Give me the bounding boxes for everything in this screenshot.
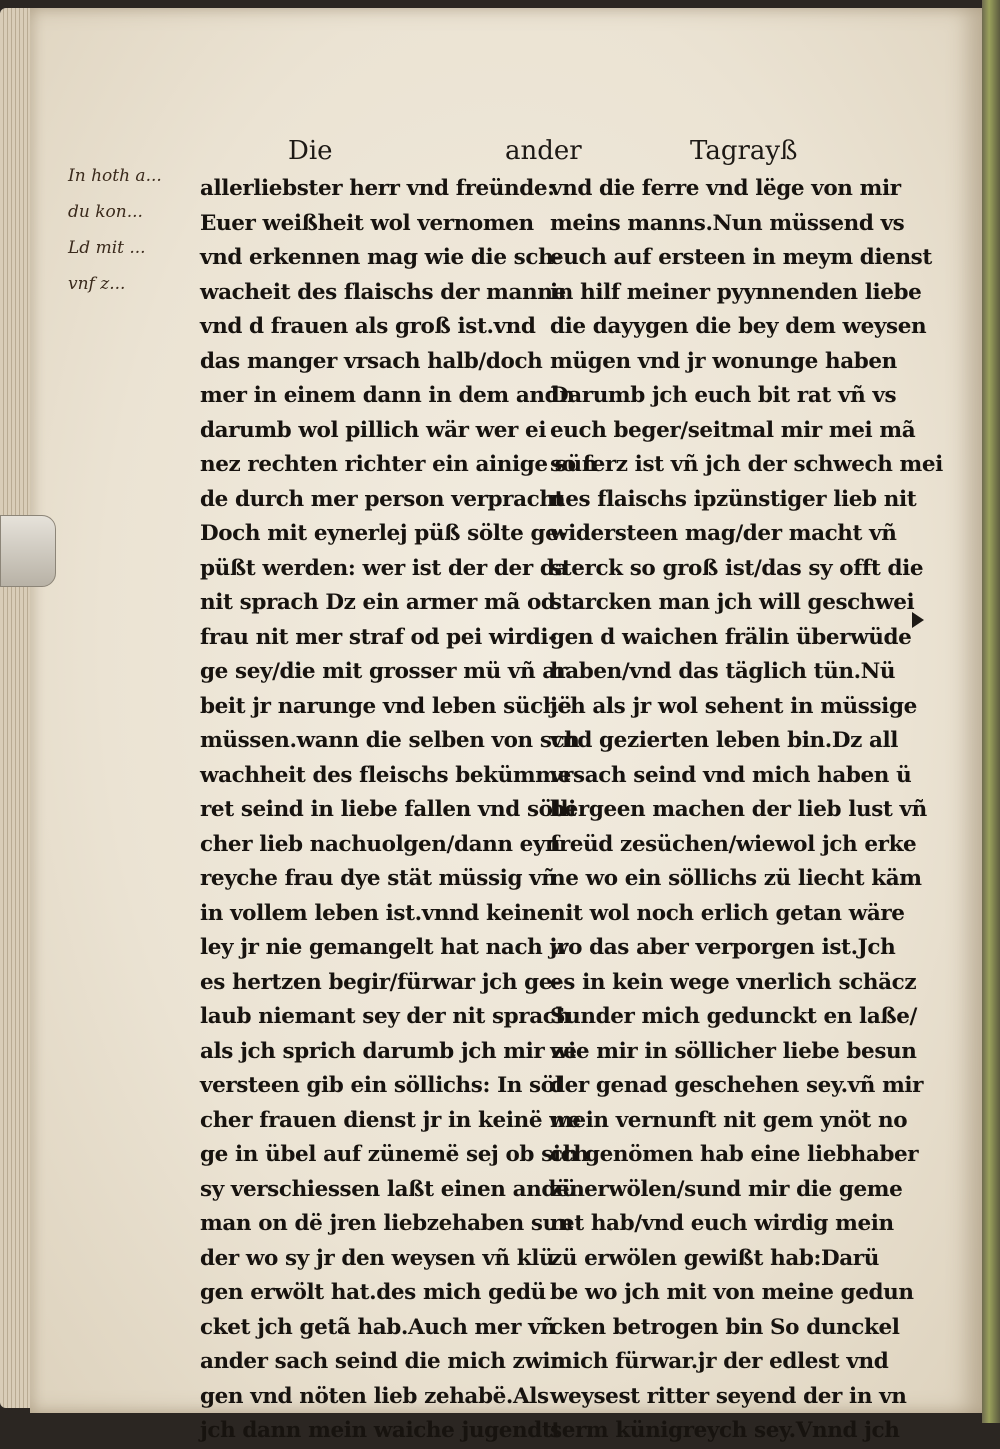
text-line: freüd zesüchen/wiewol jch erke [550, 831, 917, 857]
text-line: gen vnd nöten lieb zehabë.Als [200, 1383, 549, 1409]
margin-pointer-mark [912, 612, 924, 628]
text-line: allerliebster herr vnd freünde: [200, 176, 555, 201]
text-line: vnd gezierten leben bin.Dz all [550, 728, 899, 753]
text-line: ge in übel auf zünemë sej ob sich [200, 1142, 589, 1167]
text-line: vnd die ferre vnd lëge von mir [550, 176, 901, 201]
text-line: starcken man jch will geschwei [550, 590, 915, 615]
text-line: sterck so groß ist/das sy offt die [550, 555, 924, 581]
text-line: meins manns.Nun müssend vs [550, 210, 905, 236]
text-line: der wo sy jr den weysen vñ klü [200, 1245, 555, 1271]
text-column-right [550, 172, 943, 1449]
text-line: als jch sprich darumb jch mir ze [200, 1038, 577, 1064]
text-line: nit sprach Dz ein armer mã od [200, 590, 556, 615]
text-line: wo das aber verporgen ist.Jch [550, 935, 896, 960]
text-line: euch auf ersteen in meym dienst [550, 245, 932, 270]
text-line: in hilf meiner pyynnenden liebe [550, 279, 922, 305]
text-line: Sunder mich gedunckt en laße/ [550, 1004, 918, 1029]
marginalia-line: du kon... [68, 202, 143, 222]
text-line: ret seind in liebe fallen vnd sölli [200, 797, 576, 822]
text-line: reyche frau dye stät müssig vñ [200, 866, 557, 891]
text-line: es hertzen begir/fürwar jch ge- [200, 969, 561, 995]
text-line: cket jch getã hab.Auch mer vñ [200, 1314, 556, 1340]
text-line: nes flaischs ipzünstiger lieb nit [550, 486, 917, 512]
text-line: ret hab/vnd euch wirdig mein [550, 1211, 894, 1236]
page-edge-right [982, 0, 1000, 1423]
text-line: jch dann mein waiche jugendtt [200, 1418, 561, 1443]
text-line: vnd d frauen als groß ist.vnd [200, 314, 536, 339]
text-line: zü erwölen/sund mir die geme [550, 1176, 903, 1202]
text-line: de durch mer person verpracht [200, 486, 565, 512]
text-line: cher lieb nachuolgen/dann eyn [200, 831, 561, 857]
marginalia-line: Ld mit ... [68, 238, 146, 258]
text-line: wacheit des flaischs der manne [200, 279, 566, 305]
text-line: wachheit des fleischs bekümme [200, 762, 571, 788]
text-line: ander sach seind die mich zwin [200, 1349, 566, 1374]
text-line: Euer weißheit wol vernomen [200, 210, 534, 236]
text-line: ne wo ein söllichs zü liecht käm [550, 866, 922, 891]
text-line: laub niemant sey der nit sprach [200, 1004, 571, 1029]
text-line: euch beger/seitmal mir mei mã [550, 417, 916, 443]
text-line: cher frauen dienst jr in keinë we [200, 1107, 581, 1133]
text-line: be wo jch mit von meine gedun [550, 1280, 914, 1305]
text-line: frau nit mer straf od pei wirdi- [200, 624, 557, 650]
text-line: das manger vrsach halb/doch [200, 348, 543, 374]
text-line: es in kein wege vnerlich schäcz [550, 969, 917, 995]
text-line: Darumb jch euch bit rat vñ vs [550, 383, 897, 408]
text-line: vnd erkennen mag wie die sch- [200, 245, 562, 270]
text-line: darumb wol pillich wär wer ei [200, 417, 547, 443]
header-right: Tagrayß [690, 136, 798, 166]
text-line: püßt werden: wer ist der der da [200, 555, 568, 581]
text-line: ge sey/die mit grosser mü vñ ar [200, 659, 567, 684]
text-line: sy verschiessen laßt einen andën [200, 1176, 585, 1202]
header-center: ander [505, 136, 582, 166]
text-line: cken betrogen bin So dunckel [550, 1314, 900, 1340]
text-line: nez rechten richter ein ainige sün [200, 452, 597, 477]
text-line: mein vernunft nit gem ynöt no [550, 1107, 908, 1133]
text-line: in vollem leben ist.vnnd keiner [200, 900, 561, 926]
text-line: mügen vnd jr wonunge haben [550, 348, 897, 374]
text-line: beit jr narunge vnd leben süchë [200, 693, 572, 719]
text-line: zü erwölen gewißt hab:Darü [550, 1245, 879, 1271]
text-line: man on dë jren liebzehaben sun [200, 1211, 574, 1236]
text-line: bergeen machen der lieb lust vñ [550, 797, 927, 822]
text-line: müssen.wann die selben von sch [200, 728, 580, 753]
text-line: ch genömen hab eine liebhaber [550, 1142, 919, 1167]
text-line: wie mir in söllicher liebe besun [550, 1038, 917, 1064]
text-line: ley jr nie gemangelt hat nach jr [200, 935, 568, 960]
text-line: der genad geschehen sey.vñ mir [550, 1073, 924, 1098]
text-line: mer in einem dann in dem andn [200, 383, 575, 408]
text-line: gen erwölt hat.des mich gedü [200, 1280, 546, 1305]
text-column-left [200, 172, 597, 1449]
text-line: die dayygen die bey dem weysen [550, 314, 927, 339]
text-line: gen d waichen frälin überwüde [550, 624, 912, 650]
text-line: nit wol noch erlich getan wäre [550, 900, 905, 926]
text-line: serm künigreych sey.Vnnd jch [550, 1418, 900, 1443]
text-line: widersteen mag/der macht vñ [550, 521, 897, 546]
text-line: versteen gib ein söllichs: In söl [200, 1073, 563, 1098]
text-line: so ferz ist vñ jch der schwech mei [550, 452, 943, 477]
book-clip [0, 515, 56, 587]
text-line: weysest ritter seyend der in vn [550, 1383, 907, 1409]
text-line: jch als jr wol sehent in müssige [550, 693, 917, 719]
text-line: Doch mit eynerlej püß sölte ge- [200, 521, 567, 546]
header-left: Die [288, 136, 333, 166]
text-line: mich fürwar.jr der edlest vnd [550, 1349, 889, 1374]
text-line: vrsach seind vnd mich haben ü [550, 762, 912, 788]
text-line: haben/vnd das täglich tün.Nü [550, 659, 896, 684]
marginalia-line: vnf z... [68, 274, 126, 294]
marginalia-line: In hoth a... [68, 166, 162, 186]
book-page [30, 8, 982, 1443]
